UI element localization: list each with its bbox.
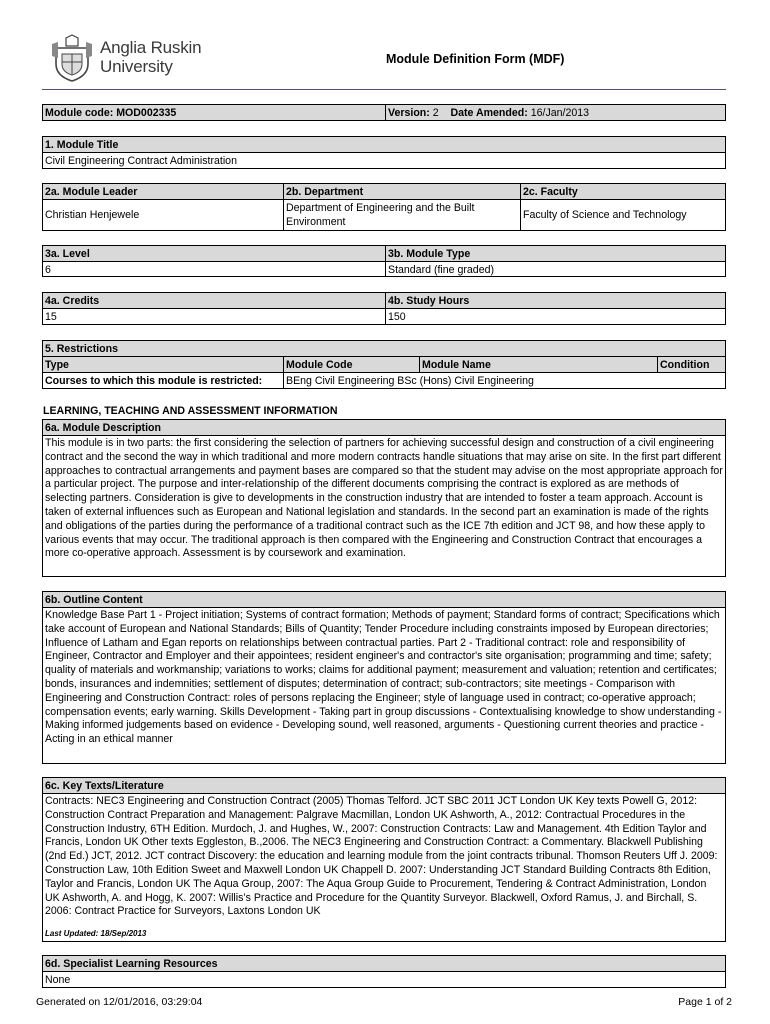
resources-box [42, 955, 726, 988]
resources-value: None [45, 974, 71, 986]
level-value: 6 [45, 264, 51, 276]
department-value: Department of Engineering and the Built Environment [283, 200, 520, 230]
page-number: Page 1 of 2 [678, 996, 732, 1008]
credits-value: 15 [45, 311, 57, 323]
leader-heading: 2a. Module Leader [45, 186, 138, 198]
module-title-value: Civil Engineering Contract Administration [45, 155, 237, 167]
study-hours-value: 150 [385, 309, 725, 324]
module-type-value: Standard (fine graded) [385, 262, 725, 276]
faculty-heading: 2c. Faculty [520, 184, 725, 199]
version-value: 2 [432, 107, 439, 119]
restrictions-heading: 5. Restrictions [45, 343, 119, 355]
restrictions-col-name: Module Name [419, 357, 657, 372]
outline-heading: 6b. Outline Content [45, 594, 143, 606]
description-heading: 6a. Module Description [45, 422, 161, 434]
restrictions-row-label: Courses to which this module is restricted: [45, 375, 263, 387]
logo-wordmark [100, 38, 201, 76]
version-label: Version: [388, 107, 430, 119]
university-crest-icon [50, 34, 94, 82]
module-type-heading: 3b. Module Type [385, 246, 725, 261]
header-rule [42, 89, 726, 90]
outline-box [42, 591, 726, 764]
restrictions-col-type: Type [45, 359, 69, 371]
logo-line-1: Anglia Ruskin [100, 38, 202, 57]
key-texts-text: Contracts: NEC3 Engineering and Construction Contract (2005) Thomas Telford. JCT SBC 2011 JCT London UK Key texts Powell G, 2012: Construction Contract Preparation and Management: Palgrave Macmillan, London UK Ashworth, A., 2012: Contractual Procedures in the Construction Industry, 6TH Edition. Murdoch, J. and Hughes, W., 2007: Construction Contracts: Law and Management. 4th Edition Taylor and Francis, London UK Other texts Eggleston, B.,2006. The NEC3 Engineering and Construction Contract: a Commentary. Blackwell Publishing (2nd Ed.) JCT, 2012. JCT contract Discovery: the education and learning module from the joint contracts tribunal. Thomson Reuters Uff J. 2009: Construction Law, 10th Edition Sweet and Maxwell London UK Chappell D. 2007: Understanding JCT Standard Building Contracts 8th Edition, Taylor and Francis, London UK The Aqua Group, 2007: The Aqua Group Guide to Procurement, Tendering & Contract Administration, London UK Ashworth, A. and Hogg, K. 2007: Willis’s Practice and Procedure for the Quantity Surveyor. Blackwell, Oxford Ramus, J. and Birchall, S. 2006: Contract Practice for Surveyors, Laxtons London UK [45, 795, 718, 918]
key-texts-box [42, 777, 726, 942]
date-amended-value: 16/Jan/2013 [530, 107, 590, 119]
description-box [42, 419, 726, 577]
credits-heading: 4a. Credits [45, 295, 100, 307]
level-box [42, 245, 726, 277]
restrictions-box [42, 340, 726, 389]
module-code: Module code: MOD002335 [45, 107, 177, 119]
generated-timestamp: Generated on 12/01/2016, 03:29:04 [36, 996, 203, 1008]
version-info [385, 105, 725, 120]
leader-value: Christian Henjewele [45, 209, 140, 221]
restrictions-col-code: Module Code [283, 357, 419, 372]
resources-heading: 6d. Specialist Learning Resources [45, 958, 218, 970]
study-hours-heading: 4b. Study Hours [385, 293, 725, 308]
form-title: Module Definition Form (MDF) [386, 52, 565, 66]
outline-text: Knowledge Base Part 1 - Project initiation; Systems of contract formation; Methods of payment; Standard forms of contract; Specifications which take account of European and National Standards; Bills of Quantity; Tender Procedure including constraints imposed by European directories; Influence of Latham and Egan reports on relationships between contractual parties. Part 2 - Traditional contract: role and responsibility of Engineer, Contractor and Employer and their appointees; resident engineer's and contractor's site organisation; programming and time; safety; quality of materials and workmanship; variations to works; claims for additional payment; measurement and valuation; retention and certificates; bonds, insurances and indemnities; settlement of disputes; determination of contract; sub-contractors; site meetings - Comparison with Engineering and Construction Contract: roles of persons replacing the Engineer; style of language used in contract; co-operative approach; compensation events; early warning. Skills Development - Taking part in group discussions - Contextualising knowledge to show understanding - Making informed judgements based on evidence - Developing sound, well reasoned, arguments - Questioning current theories and practice - Acting in an ethical manner [45, 609, 722, 746]
key-texts-heading: 6c. Key Texts/Literature [45, 780, 164, 792]
department-heading: 2b. Department [283, 184, 520, 199]
logo-line-2: University [100, 57, 173, 76]
module-code-box [42, 104, 726, 121]
restrictions-col-condition: Condition [657, 357, 725, 372]
faculty-value: Faculty of Science and Technology [520, 200, 725, 230]
university-logo [50, 34, 210, 82]
date-amended-label: Date Amended: [450, 107, 528, 119]
module-title-heading: 1. Module Title [45, 139, 119, 151]
module-title-box [42, 136, 726, 169]
level-heading: 3a. Level [45, 248, 90, 260]
restrictions-row-value: BEng Civil Engineering BSc (Hons) Civil Engineering [283, 373, 725, 388]
description-text: This module is in two parts: the first considering the selection of partners for achieving successful design and construction of a civil engineering contract and the second the way in which traditional and more modern contracts handle situations that may arise on site. In the first part different approaches to contractual arrangements and payment bases are compared so that the student may advise on the most appropriate approach for a particular project. The purpose and inter-relationship of the different documents comprising the contract is explored as are methods of selecting partners. Consideration is give to developments in the construction industry that are intended to foster a team approach. Account is taken of external influences such as European and National legislation and standards. In the second part an examination is made of the rights and obligations of the parties during the performance of a traditional contract such as the ICE 7th edition and JCT 98, and how these apply to various events that may occur. The traditional approach is then compared with the Engineering and Construction Contract that encourages a more co-operative approach. Assessment is by coursework and examination. [45, 437, 723, 560]
leader-box [42, 183, 726, 231]
credits-box [42, 292, 726, 325]
last-updated: Last Updated: 18/Sep/2013 [45, 929, 147, 939]
lta-heading: LEARNING, TEACHING AND ASSESSMENT INFORMATION [43, 405, 338, 417]
